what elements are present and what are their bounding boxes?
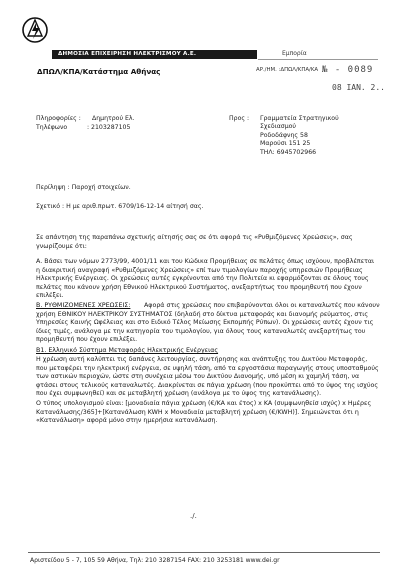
stamp-divider [258,59,378,60]
recipient-line: Μαρούσι 151 25 [260,140,311,147]
recipient-line: Σχεδιασμού [260,123,297,130]
point-b1-heading: Β1. Ελληνικό Σύστημα Μεταφοράς Ηλεκτρικής Ενέργειας [36,347,219,354]
footer-address: Αριστείδου 5 - 7, 105 59 Αθήνα, Τηλ: 210 3287154 FAX: 210 3253181 www.dei.gr [30,557,280,564]
recipient-line: ΤΗΛ: 6945702966 [260,149,317,156]
reference-date: 08 ΙΑΝ. 2.. [332,83,385,92]
info-name: Δημητρού Ελ. [92,115,135,122]
phone-label: Τηλέφωνο [36,124,68,131]
formula-paragraph: Ο τύπος υπολογισμού είναι: [μοναδιαία πάγια χρέωση (€/KA και έτος) x KA (συμφωνηθείσ ισχύς) x Ημέρες Κατανάλωσης/365]+[Κατανάλωση KWH x Μοναδιαία μεταβλητή χρέωση (€/KWH)]. Σημειώνεται ότι η «Κατανάλωση» αφορά μόνο στην ημερήσια κατανάλωση. [36,400,372,425]
recipient-line: Ροδοδάφνης 58 [260,132,308,139]
footer-divider [28,552,380,553]
subject-summary: Περίληψη : Παροχή στοιχείων. [36,184,131,191]
department-title: ΔΠΩΛ/ΚΠΑ/Κατάστημα Αθήνας [37,67,161,76]
organization-banner: ΔΗΜΟΣΙΑ ΕΠΙΧΕΙΡΗΣΗ ΗΛΕΚΤΡΙΣΜΟΥ Α.Ε. [52,50,257,59]
recipient-line: Γραμματεία Στρατηγικού [260,115,339,122]
phone-value: : 2103287105 [87,124,131,131]
dei-logo-icon [21,14,49,54]
point-b1-paragraph: Η χρέωση αυτή καλύπτει τις δαπάνες λειτουργίας, συντήρησης και ανάπτυξης του Δικτύου Μεταφοράς, που μεταφέρει την ηλεκτρική ενέργεια, σε υψηλή τάση, από τα εργοστάσια παραγωγής στους υποσταθμούς των αστικών περιοχών, ώστε στη συνέχεια μέσω του Δικτύου Διανομής, υπό μέση κι χαμηλή τάση, να φτάσει στους τελικούς καταναλωτές. Διακρίνεται σε πάγια χρέωση (που προκύπτει από το ύψος της ισχύος που έχει συμφωνηθεί) και σε μεταβλητή χρέωση (ανάλογα με το ύψος της κατανάλωσης). [36,356,379,398]
page-continuation-mark: ./. [190,512,197,520]
subject-relation: Σχετικό : Η με αριθ.πρωτ. 6709/16-12-14 αίτησή σας. [36,203,204,210]
intro-paragraph: Σε απάντηση της παραπάνω σχετικής αίτησής σας σε ότι αφορά τις «Ρυθμιζόμενες Χρεώσεις», σας γνωρίζουμε ότι: [36,234,353,250]
point-b-heading: Β. ΡΥΘΜΙΖΟΜΕΝΕΣ ΧΡΕΩΣΕΙΣ: [36,302,131,309]
info-label: Πληροφορίες : [36,115,81,122]
reference-number: № - 0089 [322,65,374,75]
point-b-paragraph: Αφορά στις χρεώσεις που επιβαρύνονται όλοι οι καταναλωτές που κάνουν χρήση ΕΘΝΙΚΟΥ ΗΛΕΚΤΡΙΚΟΥ ΣΥΣΤΗΜΑΤΟΣ (δηλαδή στο δίκτυα μεταφοράς και διανομής ρεύματος, στις Υπηρεσίες Καινής Ωφέλειας και στο Ειδικό Τέλος Μείωσης Εκπομπής Ρύπων). Οι χρεώσεις αυτές έχουν τις ίδιες τιμές, ανάλογα με την κατηγορία του τιμολογίου, για όλους τους καταναλωτές ανεξαρτήτως του προμηθευτή που έχουν επιλέξει. [36,302,380,344]
point-a-paragraph: Α. Βάσει των νόμων 2773/99, 4001/11 και του Κώδικα Προμήθειας σε πελάτες όπως ισχύουν, προβλέπεται η διακριτική αναγραφή «Ρυθμιζόμενες Χρεώσεις» επί των τιμολογίων παροχής υπηρεσιών Προμήθειας Ηλεκτρικής Ενέργειας. Οι χρεώσεις αυτές εγκρίνονται από την Πολιτεία κι εφαρμόζονται σε όλους τους πελάτες που κάνουν χρήση Εθνικού Ηλεκτρικού Συστήματος, ανεξαρτήτως του προμηθευτή που έχουν επιλέξει. [36,258,375,300]
stamp-label: Εμπορία [282,50,307,57]
reference-label: ΑΡ./ΗΜ. :ΔΠΩΛ/ΚΠΑ/ΚΑ [256,67,319,73]
recipient-label: Προς : [229,115,250,122]
